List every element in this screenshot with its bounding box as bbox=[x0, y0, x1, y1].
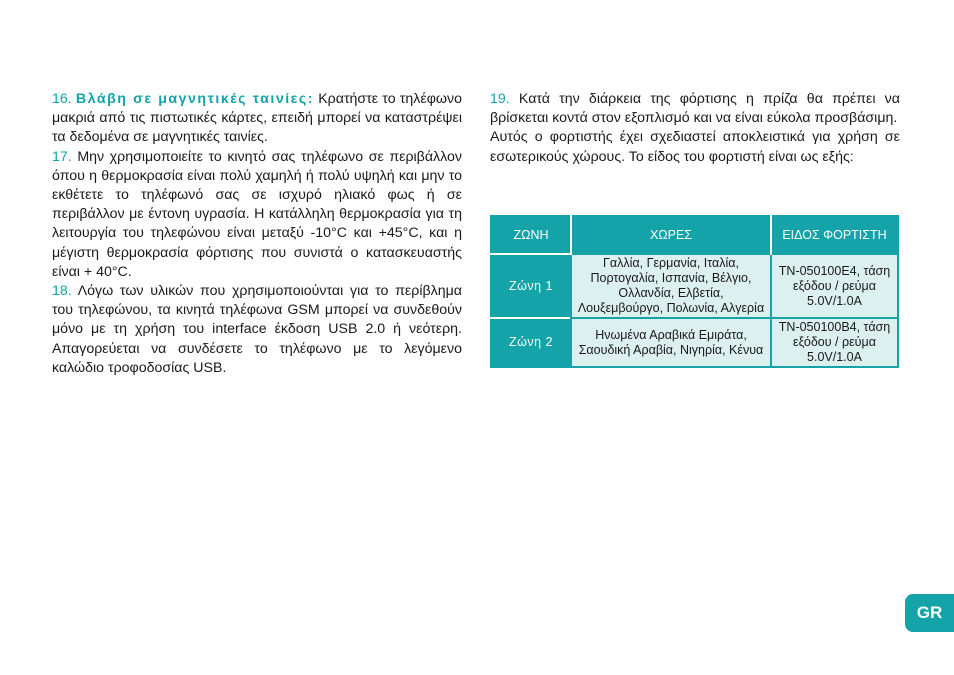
paragraph-19-text: Κατά την διάρκεια της φόρτισης η πρίζα θα πρέπει να βρίσκεται κοντά στον εξοπλισμό και να είναι εύκολα προσβάσιμη. bbox=[490, 91, 900, 127]
zone-cell: Ζώνη 2 bbox=[491, 318, 571, 367]
paragraph-16-text: Κρατήστε το τηλέφωνο μακριά από τις πιστωτικές κάρτες, επειδή μπορεί να καταστρέψει τα δεδομένα σε μαγνητικές ταινίες. bbox=[52, 91, 462, 146]
paragraph-18-text: Λόγω των υλικών που χρησιμοποιούνται για το περίβλημα του τηλεφώνου, τα κινητά τηλέφωνα GSM μπορεί να συνδεθούν μόνο με τη χρήση του interface έκδοση USB 2.0 ή νεότερη. Απαγορεύεται να συνδέσετε το τηλέφωνο με το λεγόμενο καλώδιο τροφοδοσίας USB. bbox=[52, 283, 462, 376]
paragraph-17-number: 17. bbox=[52, 148, 72, 165]
paragraph-16-number: 16. bbox=[52, 91, 72, 107]
charger-cell: TN-050100E4, τάση εξόδου / ρεύμα 5.0V/1.0A bbox=[771, 254, 898, 318]
header-countries: ΧΩΡΕΣ bbox=[571, 216, 771, 254]
paragraph-19-number: 19. bbox=[490, 91, 510, 107]
header-zone: ΖΩΝΗ bbox=[491, 216, 571, 254]
left-column bbox=[52, 90, 462, 378]
right-column bbox=[490, 90, 900, 167]
table-row bbox=[491, 318, 898, 367]
paragraph-18 bbox=[52, 282, 462, 378]
header-charger-type: ΕΙΔΟΣ ΦΟΡΤΙΣΤΗ bbox=[771, 216, 898, 254]
paragraph-16-title: Βλάβη σε μαγνητικές ταινίες: bbox=[75, 91, 315, 107]
language-tab: GR bbox=[905, 594, 954, 632]
paragraph-18-number: 18. bbox=[52, 283, 72, 300]
charger-table bbox=[490, 215, 899, 368]
zone-cell: Ζώνη 1 bbox=[491, 254, 571, 318]
countries-cell: Γαλλία, Γερμανία, Ιταλία, Πορτογαλία, Ισπανία, Βέλγιο, Ολλανδία, Ελβετία, Λουξεμβούργο, Πολωνία, Αλγερία bbox=[571, 254, 771, 318]
paragraph-17 bbox=[52, 148, 462, 282]
paragraph-17-text: Μην χρησιμοποιείτε το κινητό σας τηλέφωνο σε περιβάλλον όπου η θερμοκρασία είναι πολύ χαμηλή ή πολύ υψηλή και μην το εκθέτετε το τηλέφωνό σας σε ισχυρό ηλιακό φως ή σε περιβάλλον με έντονη υγρασία. Η κατάλληλη θερμοκρασία για τη λειτουργία του τηλεφώνου είναι μεταξύ -10°C και +45°C, και η μέγιστη θερμοκρασία φόρτισης που συνιστά ο κατασκευαστής είναι + 40°C. bbox=[52, 148, 462, 280]
paragraph-16 bbox=[52, 90, 462, 148]
charger-cell: TN-050100B4, τάση εξόδου / ρεύμα 5.0V/1.0A bbox=[771, 318, 898, 367]
paragraph-19 bbox=[490, 90, 900, 128]
countries-cell: Ηνωμένα Αραβικά Εμιράτα, Σαουδική Αραβία, Νιγηρία, Κένυα bbox=[571, 318, 771, 367]
paragraph-19b-text: Αυτός ο φορτιστής έχει σχεδιαστεί αποκλειστικά για χρήση σε εσωτερικούς χώρους. Το είδος του φορτιστή είναι ως εξής: bbox=[490, 129, 900, 165]
table-header-row bbox=[491, 216, 898, 254]
table-row bbox=[491, 254, 898, 318]
paragraph-19b bbox=[490, 128, 900, 166]
